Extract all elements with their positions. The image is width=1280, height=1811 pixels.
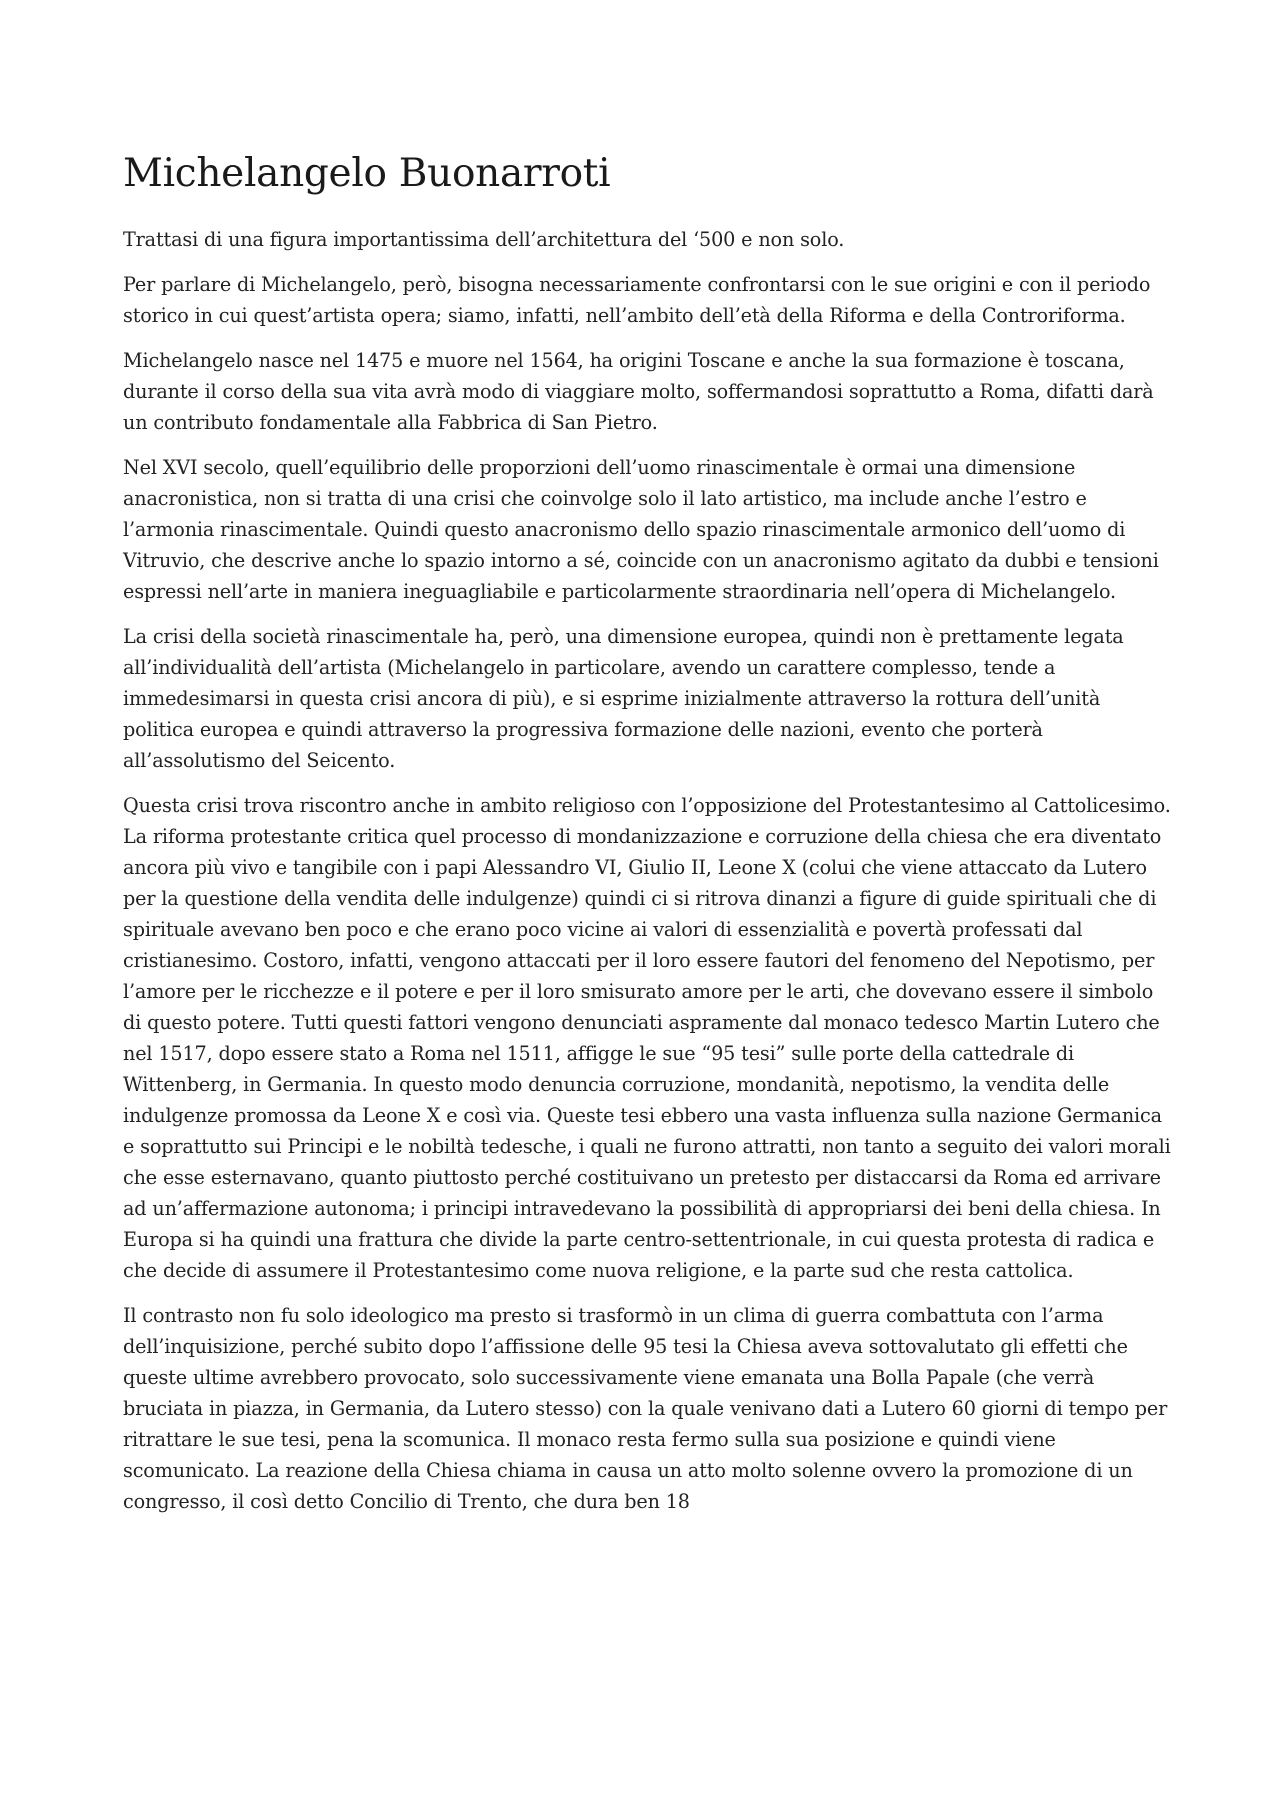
document-body	[123, 150, 1175, 1531]
paragraph-reformation: Questa crisi trova riscontro anche in ambito religioso con l’opposizione del Protestantesimo al Cattolicesimo. La riforma protestante critica quel processo di mondanizzazione e corruzione della chiesa che era diventato ancora più vivo e tangibile con i papi Alessandro VI, Giulio II, Leone X (colui che viene attaccato da Lutero per la questione della vendita delle indulgenze) quindi ci si ritrova dinanzi a figure di guide spirituali che di spirituale avevano ben poco e che erano poco vicine ai valori di essenzialità e povertà professati dal cristianesimo. Costoro, infatti, vengono attaccati per il loro essere fautori del fenomeno del Nepotismo, per l’amore per le ricchezze e il potere e per il loro smisurato amore per le arti, che dovevano essere il simbolo di questo potere. Tutti questi fattori vengono denunciati aspramente dal monaco tedesco Martin Lutero che nel 1517, dopo essere stato a Roma nel 1511, affigge le sue “95 tesi” sulle porte della cattedrale di Wittenberg, in Germania. In questo modo denuncia corruzione, mondanità, nepotismo, la vendita delle indulgenze promossa da Leone X e così via. Queste tesi ebbero una vasta influenza sulla nazione Germanica e soprattutto sui Principi e le nobiltà tedesche, i quali ne furono attratti, non tanto a seguito dei valori morali che esse esternavano, quanto piuttosto perché costituivano un pretesto per distaccarsi da Roma ed arrivare ad un’affermazione autonoma; i principi intravedevano la possibilità di appropriarsi dei beni della chiesa. In Europa si ha quindi una frattura che divide la parte centro-settentrionale, in cui questa protesta di radica e che decide di assumere il Protestantesimo come nuova religione, e la parte sud che resta cattolica.	[123, 794, 1171, 1282]
page-title: Michelangelo Buonarroti	[123, 151, 611, 196]
paragraph-intro: Trattasi di una figura importantissima dell’architettura del ‘500 e non solo.	[123, 228, 845, 251]
paragraph-european-crisis: La crisi della società rinascimentale ha, però, una dimensione europea, quindi non è prettamente legata all’individualità dell’artista (Michelangelo in particolare, avendo un carattere complesso, tende a immedesimarsi in questa crisi ancora di più), e si esprime inizialmente attraverso la rottura dell’unità politica europea e quindi attraverso la progressiva formazione delle nazioni, evento che porterà all’assolutismo del Seicento.	[123, 625, 1124, 772]
paragraph-xvi-century: Nel XVI secolo, quell’equilibrio delle proporzioni dell’uomo rinascimentale è ormai una dimensione anacronistica, non si tratta di una crisi che coinvolge solo il lato artistico, ma include anche l’estro e l’armonia rinascimentale. Quindi questo anacronismo dello spazio rinascimentale armonico dell’uomo di Vitruvio, che descrive anche lo spazio intorno a sé, coincide con un anacronismo agitato da dubbi e tensioni espressi nell’arte in maniera ineguagliabile e particolarmente straordinaria nell’opera di Michelangelo.	[123, 456, 1159, 603]
paragraph-biography: Michelangelo nasce nel 1475 e muore nel 1564, ha origini Toscane e anche la sua formazione è toscana, durante il corso della sua vita avrà modo di viaggiare molto, soffermandosi soprattutto a Roma, difatti darà un contributo fondamentale alla Fabbrica di San Pietro.	[123, 349, 1154, 434]
paragraph-counter-reformation: Il contrasto non fu solo ideologico ma presto si trasformò in un clima di guerra combattuta con l’arma dell’inquisizione, perché subito dopo l’affissione delle 95 tesi la Chiesa aveva sottovalutato gli effetti che queste ultime avrebbero provocato, solo successivamente viene emanata una Bolla Papale (che verrà bruciata in piazza, in Germania, da Lutero stesso) con la quale venivano dati a Lutero 60 giorni di tempo per ritrattare le sue tesi, pena la scomunica. Il monaco resta fermo sulla sua posizione e quindi viene scomunicato. La reazione della Chiesa chiama in causa un atto molto solenne ovvero la promozione di un congresso, il così detto Concilio di Trento, che dura ben 18	[123, 1304, 1168, 1513]
paragraph-origins: Per parlare di Michelangelo, però, bisogna necessariamente confrontarsi con le sue origini e con il periodo storico in cui quest’artista opera; siamo, infatti, nell’ambito dell’età della Riforma e della Controriforma.	[123, 273, 1151, 327]
